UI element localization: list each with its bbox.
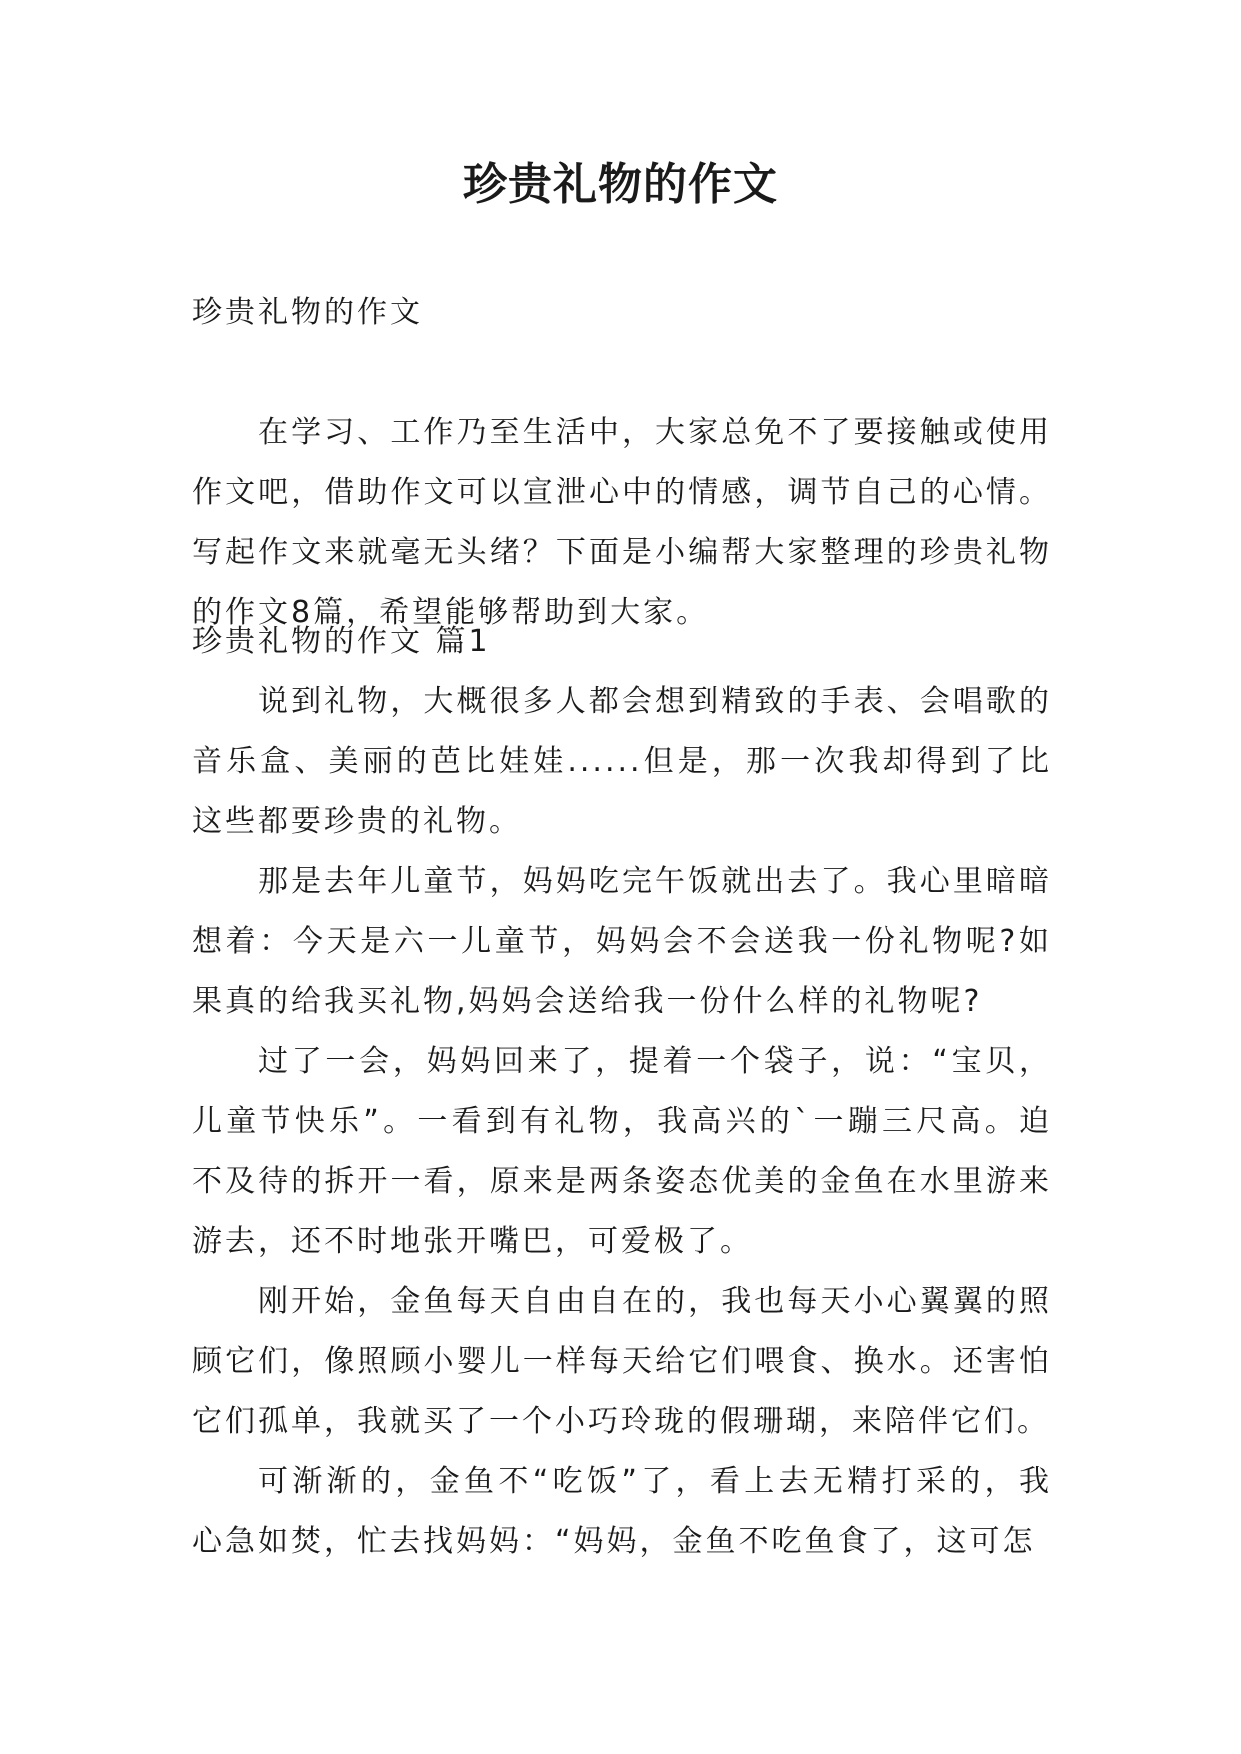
document-title: 珍贵礼物的作文 [463,159,778,210]
document-subtitle: 珍贵礼物的作文 [192,295,423,330]
paragraph-2: 那是去年儿童节，妈妈吃完午饭就出去了。我心里暗暗想着：今天是六一儿童节，妈妈会不会送我一份礼物呢?如果真的给我买礼物,妈妈会送给我一份什么样的礼物呢? [192,864,1052,1019]
article-block [192,612,1052,1572]
paragraph-1: 说到礼物，大概很多人都会想到精致的手表、会唱歌的音乐盒、美丽的芭比娃娃......但是，那一次我却得到了比这些都要珍贵的礼物。 [192,684,1052,839]
intro-paragraph: 在学习、工作乃至生活中，大家总免不了要接触或使用作文吧，借助作文可以宣泄心中的情感，调节自己的心情。写起作文来就毫无头绪？下面是小编帮大家整理的珍贵礼物的作文8篇，希望能够帮助到大家。 [192,415,1052,630]
intro-block [192,403,1052,643]
section-heading: 珍贵礼物的作文 篇1 [192,624,491,659]
paragraph-3: 过了一会，妈妈回来了，提着一个袋子，说：“宝贝，儿童节快乐”。一看到有礼物，我高兴的`一蹦三尺高。迫不及待的拆开一看，原来是两条姿态优美的金鱼在水里游来游去，还不时地张开嘴巴，可爱极了。 [192,1044,1052,1259]
paragraph-4: 刚开始，金鱼每天自由自在的，我也每天小心翼翼的照顾它们，像照顾小婴儿一样每天给它们喂食、换水。还害怕它们孤单，我就买了一个小巧玲珑的假珊瑚，来陪伴它们。 [192,1284,1052,1439]
paragraph-5: 可渐渐的，金鱼不“吃饭”了，看上去无精打采的，我心急如焚，忙去找妈妈：“妈妈，金鱼不吃鱼食了，这可怎 [192,1464,1052,1559]
